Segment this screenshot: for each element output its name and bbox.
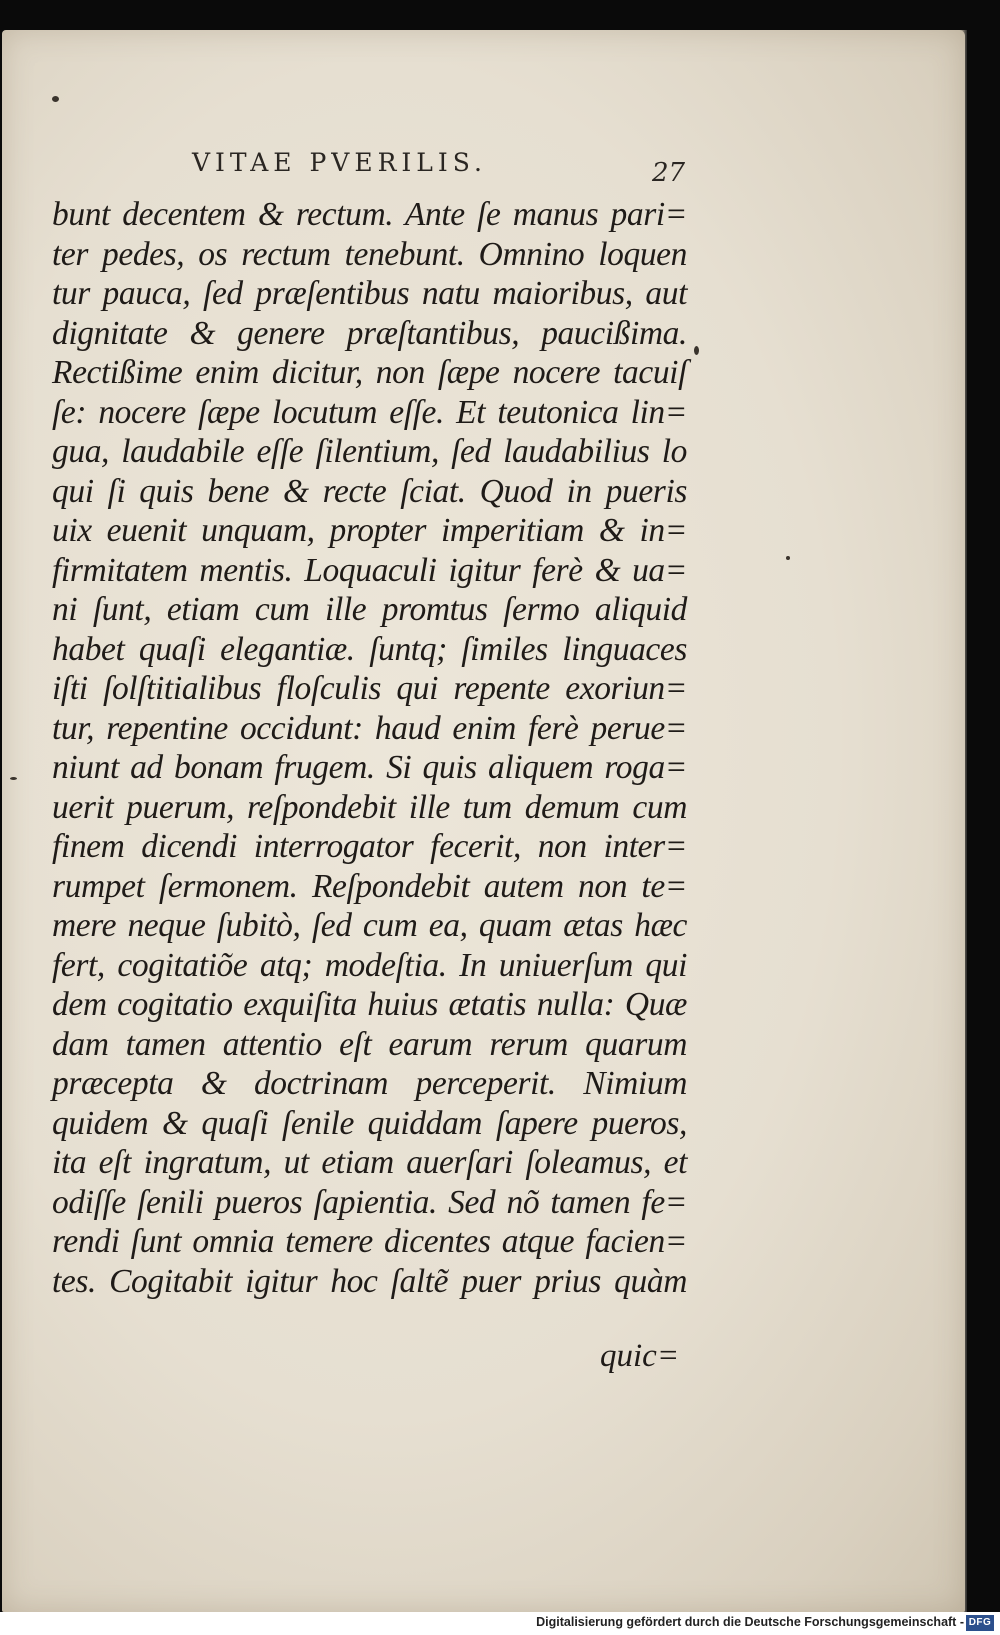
text-line: qui ſi quis bene & recte ſciat. Quod in pueris bbox=[52, 472, 687, 510]
ink-speck bbox=[10, 777, 17, 780]
text-line: mere neque ſubitò, ſed cum ea, quam ætas hæc bbox=[52, 907, 687, 944]
text-line: tur, repentine occidunt: haud enim ferè perue= bbox=[52, 709, 687, 747]
text-line: Rectißime enim dicitur, non ſæpe nocere tacuiſ bbox=[52, 354, 687, 391]
text-line: finem dicendi interrogator fecerit, non inter= bbox=[52, 828, 687, 865]
text-line: ita eſt ingratum, ut etiam auerſari ſoleamus, et bbox=[52, 1144, 687, 1181]
text-line: dem cogitatio exquiſita huius ætatis nulla: Quæ bbox=[52, 986, 687, 1023]
text-line: rumpet ſermonem. Reſpondebit autem non te= bbox=[52, 867, 687, 905]
text-line: iſti ſolſtitialibus floſculis qui repente exoriun= bbox=[52, 670, 687, 707]
text-line: ter pedes, os rectum tenebunt. Omnino loquen bbox=[52, 235, 687, 273]
text-line: tes. Cogitabit igitur hoc ſaltẽ puer prius quàm bbox=[52, 1262, 687, 1300]
ink-speck bbox=[694, 346, 699, 355]
text-line: quidem & quaſi ſenile quiddam ſapere pueros, bbox=[52, 1104, 687, 1142]
text-line: rendi ſunt omnia temere dicentes atque facien= bbox=[52, 1223, 687, 1260]
running-head: VITAE PVERILIS. bbox=[192, 148, 487, 177]
body-text bbox=[52, 195, 687, 1301]
text-line: ſe: nocere ſæpe locutum eſſe. Et teutonica lin= bbox=[52, 393, 687, 431]
digitization-credit: Digitalisierung gefördert durch die Deutsche Forschungsgemeinschaft - bbox=[536, 1615, 964, 1629]
text-line: uerit puerum, reſpondebit ille tum demum cum bbox=[52, 788, 687, 826]
ink-speck bbox=[52, 96, 59, 102]
catchword: quic= bbox=[600, 1338, 680, 1374]
text-line: odiſſe ſenili pueros ſapientia. Sed nõ tamen fe= bbox=[52, 1183, 687, 1221]
text-line: gua, laudabile eſſe ſilentium, ſed laudabilius lo bbox=[52, 433, 687, 470]
text-line: dignitate & genere præſtantibus, paucißima. bbox=[52, 314, 687, 352]
text-line: uix euenit unquam, propter imperitiam & in= bbox=[52, 512, 687, 549]
dfg-logo-icon: DFG bbox=[966, 1615, 994, 1631]
text-line: præcepta & doctrinam perceperit. Nimium bbox=[52, 1065, 687, 1102]
page-number: 27 bbox=[652, 158, 686, 188]
ink-speck bbox=[786, 556, 790, 560]
text-line: dam tamen attentio eſt earum rerum quarum bbox=[52, 1025, 687, 1063]
text-line: bunt decentem & rectum. Ante ſe manus pari= bbox=[52, 196, 687, 233]
text-line: ni ſunt, etiam cum ille promtus ſermo aliquid bbox=[52, 591, 687, 628]
text-line: habet quaſi elegantiæ. ſuntq; ſimiles linguaces bbox=[52, 630, 687, 668]
text-line: niunt ad bonam frugem. Si quis aliquem roga= bbox=[52, 749, 687, 786]
text-line: tur pauca, ſed præſentibus natu maioribus, aut bbox=[52, 275, 687, 312]
text-line: fert, cogitatiõe atq; modeſtia. In uniuerſum qui bbox=[52, 946, 687, 984]
text-line: firmitatem mentis. Loquaculi igitur ferè & ua= bbox=[52, 551, 687, 589]
